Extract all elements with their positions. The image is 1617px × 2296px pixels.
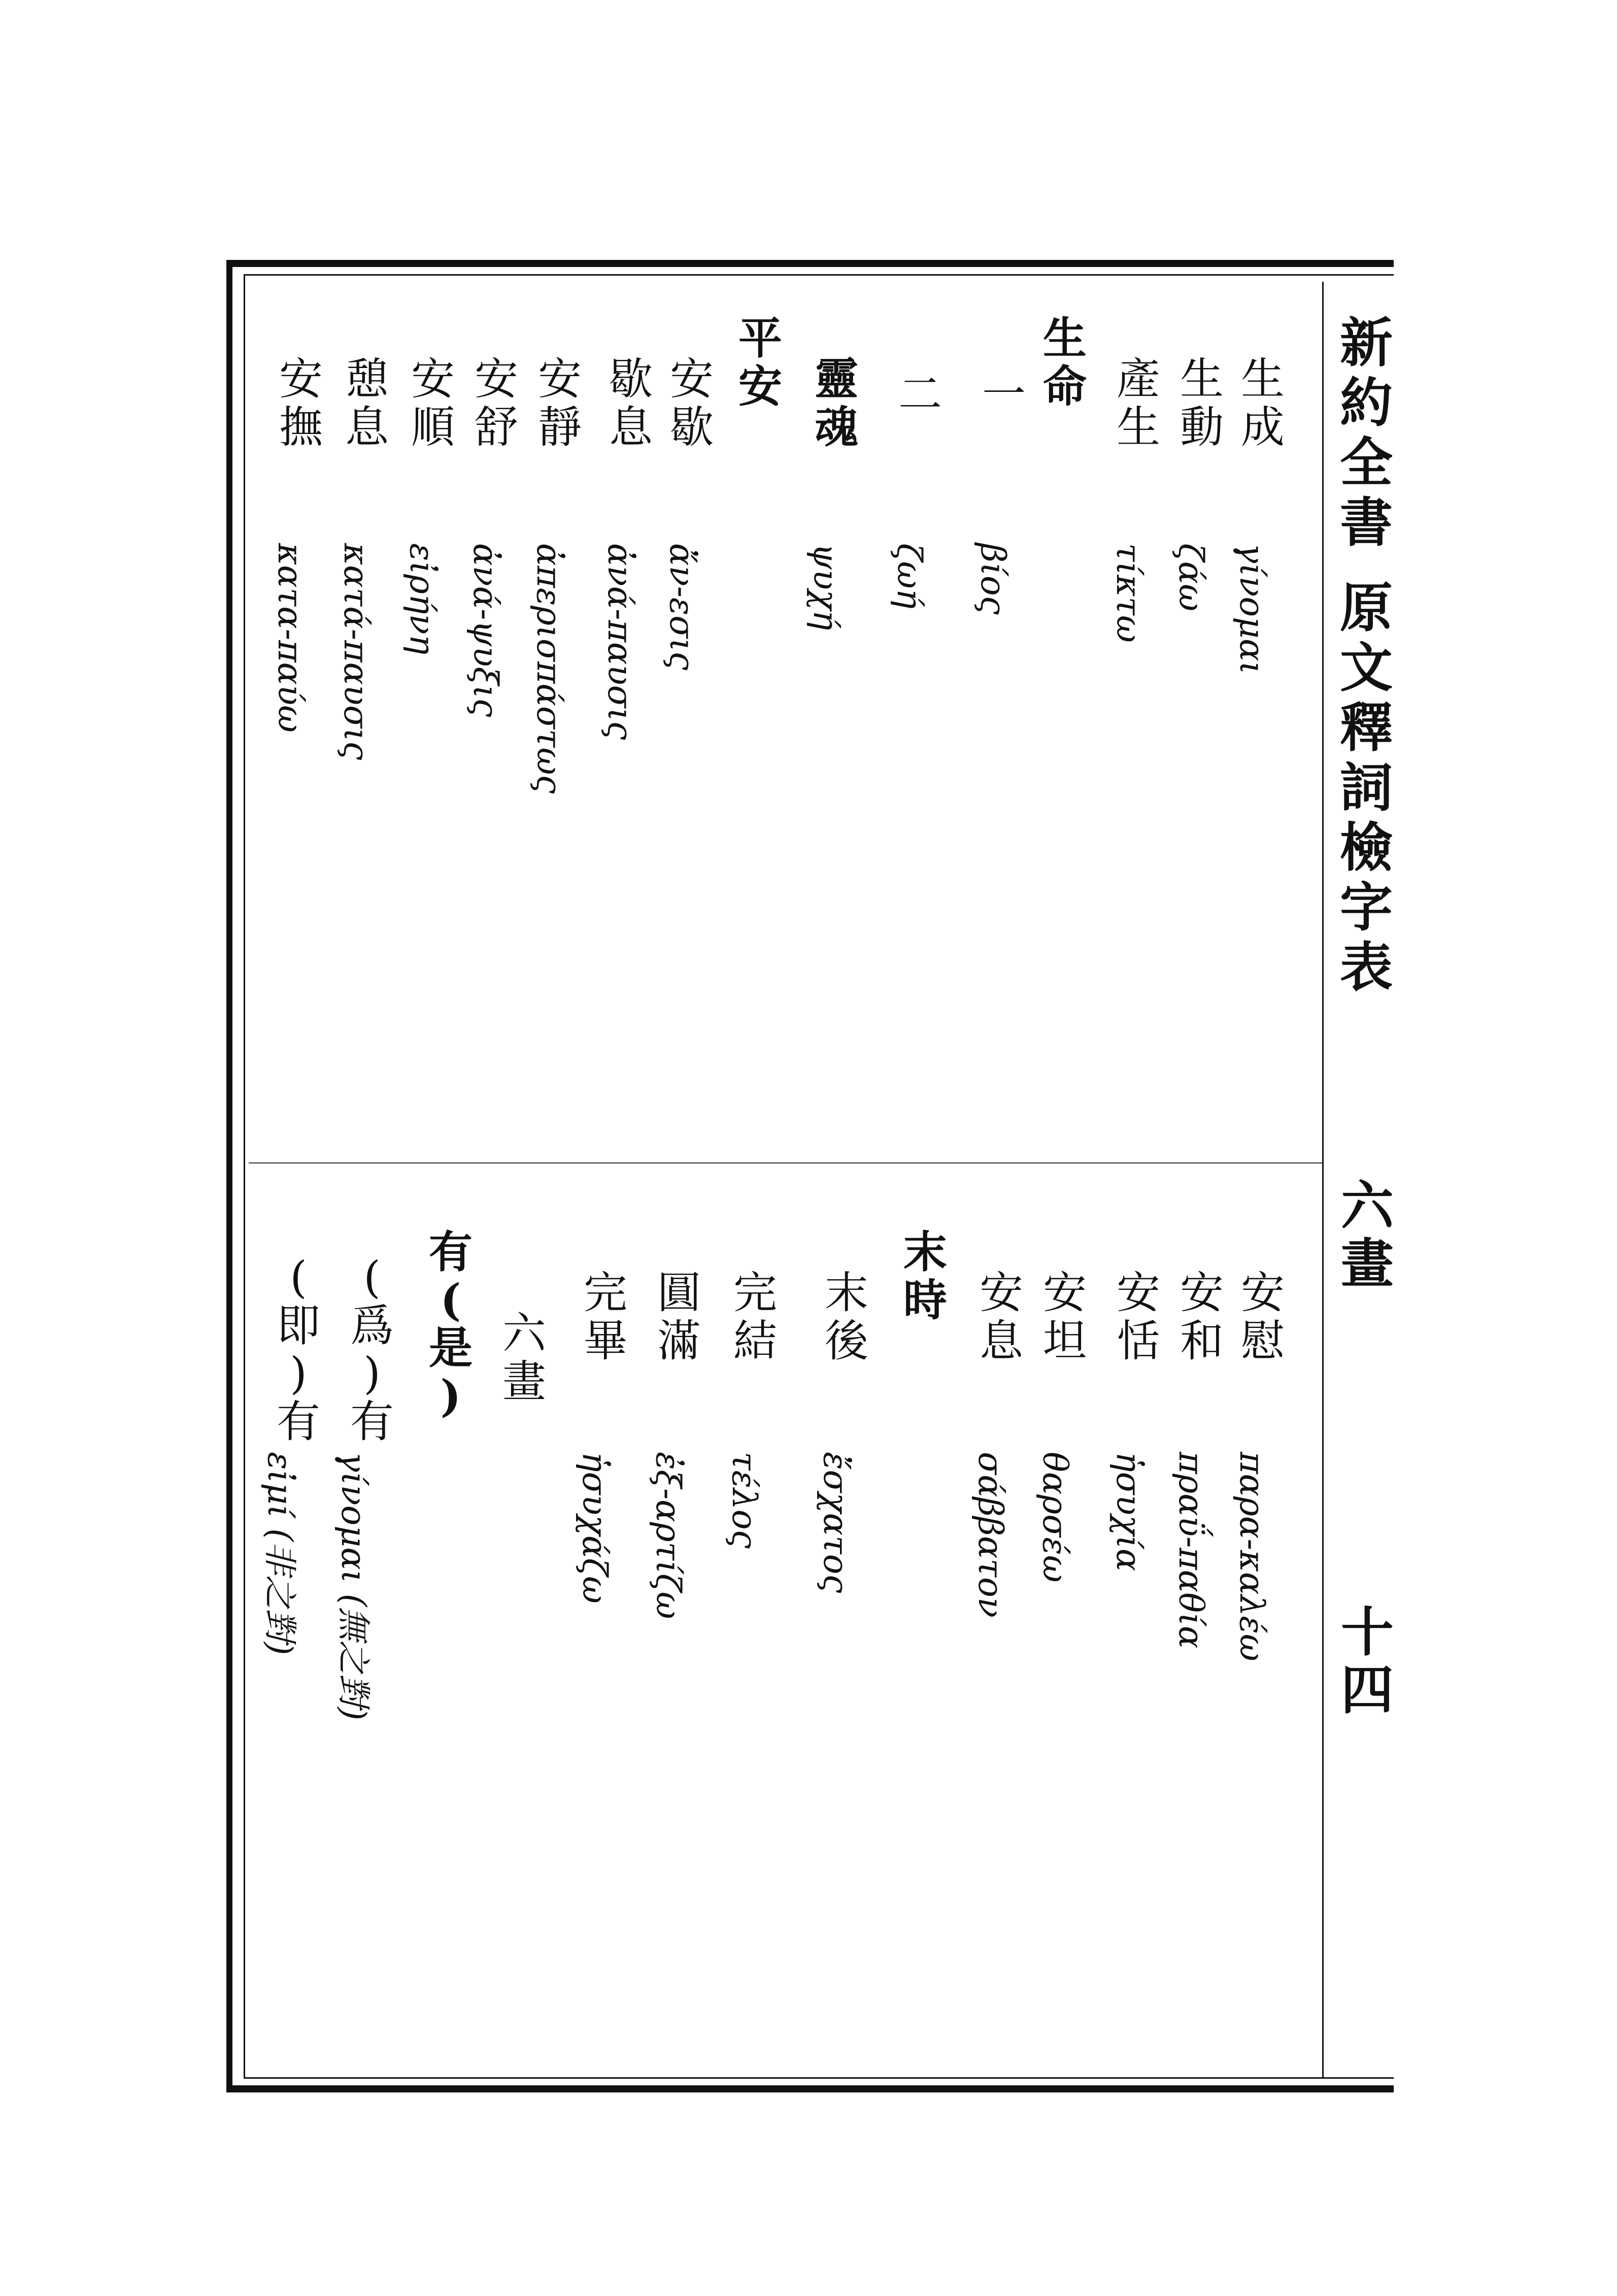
glyph: 畢 xyxy=(584,1315,627,1367)
entry-term xyxy=(815,355,858,451)
section-heading xyxy=(903,1228,947,1324)
glyph: 有 xyxy=(429,1226,473,1278)
glyph: 完 xyxy=(584,1268,627,1318)
glyph: 即 xyxy=(277,1300,320,1351)
entry-greek: ἄν-εσις xyxy=(662,543,701,671)
glyph: 安 xyxy=(538,354,582,405)
entry-term xyxy=(1180,355,1224,451)
glyph: 靈 xyxy=(815,353,858,405)
section-divider-rule xyxy=(249,1162,1322,1163)
glyph: 爲 xyxy=(350,1300,394,1351)
entry-term xyxy=(825,1269,868,1365)
entry-term xyxy=(475,355,518,451)
entry-term xyxy=(345,355,389,451)
entry-greek: ἀπερισπάστως xyxy=(529,543,568,794)
glyph: 安 xyxy=(1241,1268,1285,1318)
glyph: 安 xyxy=(980,1268,1023,1318)
glyph: 安 xyxy=(670,354,714,405)
glyph: 息 xyxy=(345,402,389,453)
entry-term xyxy=(1043,1269,1087,1365)
glyph: 圓 xyxy=(657,1268,701,1318)
glyph: 生 xyxy=(1117,402,1160,453)
entry-greek: ἐξ-αρτίζω xyxy=(649,1452,688,1619)
glyph: 平 xyxy=(738,313,782,364)
glyph: 後 xyxy=(825,1315,868,1367)
entry-greek: γίνομαι xyxy=(1232,543,1271,675)
entry-greek: εἰμί (非之對) xyxy=(260,1452,299,1655)
frame-inner-left-rule xyxy=(244,274,245,2079)
glyph: ( xyxy=(363,1252,381,1303)
glyph: 結 xyxy=(733,1315,777,1367)
entry-greek: ζωή xyxy=(890,543,929,609)
glyph: 末 xyxy=(825,1268,868,1318)
glyph: 安 xyxy=(1043,1268,1087,1318)
frame-outer-border xyxy=(226,260,1394,2092)
glyph: 撫 xyxy=(279,402,323,453)
entry-greek: παρα-καλέω xyxy=(1232,1452,1271,1661)
entry-greek: εἰρήνη xyxy=(402,543,442,655)
glyph: 一 xyxy=(982,369,1026,420)
glyph: 魂 xyxy=(815,401,858,453)
frame-inner-top-rule xyxy=(244,274,1394,276)
entry-greek: τέλος xyxy=(725,1452,764,1549)
glyph: 安 xyxy=(279,354,323,405)
entry-greek: ψυχή xyxy=(806,543,845,630)
sub-stroke-heading xyxy=(502,1310,546,1406)
entry-term xyxy=(277,1254,320,1446)
glyph: 安 xyxy=(1180,1268,1224,1318)
entry-greek: κατα-παύω xyxy=(271,543,310,733)
glyph: 生 xyxy=(1241,354,1285,405)
glyph: 歇 xyxy=(670,402,714,453)
glyph: 安 xyxy=(411,354,455,405)
glyph: 有 xyxy=(277,1396,320,1447)
entry-term xyxy=(538,355,582,451)
entry-term xyxy=(898,371,942,419)
glyph: 滿 xyxy=(657,1315,701,1367)
entry-greek: ἀνά-παυσις xyxy=(600,543,639,740)
entry-term xyxy=(1241,355,1285,451)
entry-greek: τίκτω xyxy=(1109,543,1148,643)
entry-term xyxy=(733,1269,777,1365)
stroke-count-heading: 六畫 xyxy=(1332,1178,1394,1293)
glyph: 息 xyxy=(980,1315,1023,1367)
entry-greek: ἡσυχία xyxy=(1109,1452,1148,1572)
entry-term xyxy=(1241,1269,1285,1365)
glyph: 有 xyxy=(350,1396,394,1447)
entry-term xyxy=(1180,1269,1224,1365)
page-number: 十四 xyxy=(1332,1604,1394,1720)
entry-greek: πραΰ-παθία xyxy=(1171,1452,1210,1649)
entry-greek: ἀνά-ψυξις xyxy=(466,543,505,717)
glyph: 慰 xyxy=(1241,1315,1285,1367)
glyph: 生 xyxy=(1180,354,1224,405)
entry-term xyxy=(982,371,1026,419)
entry-greek: γίνομαι (無之對) xyxy=(334,1452,373,1720)
entry-term xyxy=(1117,1269,1160,1365)
glyph: 六 xyxy=(502,1308,546,1359)
glyph: ) xyxy=(440,1370,461,1422)
entry-greek: θαρσέω xyxy=(1035,1452,1074,1583)
glyph: ) xyxy=(363,1348,381,1400)
entry-term xyxy=(670,355,714,451)
entry-greek: ζάω xyxy=(1171,543,1210,612)
glyph: 坦 xyxy=(1043,1315,1087,1367)
glyph: 靜 xyxy=(538,402,582,453)
glyph: 歇 xyxy=(609,354,653,405)
glyph: 成 xyxy=(1241,402,1285,453)
glyph: 是 xyxy=(429,1322,473,1374)
glyph: 生 xyxy=(1043,313,1087,364)
entry-greek: ἡσυχάζω xyxy=(575,1452,614,1604)
entry-term xyxy=(411,355,455,451)
entry-greek: ἔσχατος xyxy=(816,1452,855,1593)
glyph: 舒 xyxy=(475,402,518,453)
entry-term xyxy=(279,355,323,451)
glyph: 順 xyxy=(411,402,455,453)
glyph: 安 xyxy=(1117,1268,1160,1318)
glyph: 安 xyxy=(475,354,518,405)
glyph: 時 xyxy=(903,1274,947,1326)
glyph: 恬 xyxy=(1117,1315,1160,1367)
glyph: 憩 xyxy=(345,354,389,405)
glyph: 產 xyxy=(1117,354,1160,405)
glyph: 畫 xyxy=(502,1356,546,1407)
entry-term xyxy=(1117,355,1160,451)
entry-term xyxy=(584,1269,627,1365)
running-title: 新約全書 原文釋詞檢字表 xyxy=(1331,315,1393,1000)
glyph: ( xyxy=(440,1274,461,1326)
glyph: 末 xyxy=(903,1226,947,1278)
entry-greek: κατά-παυσις xyxy=(336,543,376,760)
glyph: 安 xyxy=(738,360,782,412)
entry-greek: βίος xyxy=(973,543,1013,615)
glyph: 息 xyxy=(609,402,653,453)
glyph: 和 xyxy=(1180,1315,1224,1367)
glyph: 完 xyxy=(733,1268,777,1318)
glyph: ( xyxy=(290,1252,307,1303)
section-heading xyxy=(429,1228,473,1420)
frame-inner-bottom-rule xyxy=(244,2077,1394,2079)
glyph: 命 xyxy=(1043,360,1087,412)
glyph: 動 xyxy=(1180,402,1224,453)
section-heading xyxy=(738,315,782,411)
entry-term xyxy=(657,1269,701,1365)
glyph: ) xyxy=(290,1348,307,1400)
entry-term xyxy=(350,1254,394,1446)
entry-term xyxy=(609,355,653,451)
entry-greek: σάββατον xyxy=(971,1452,1010,1618)
section-heading xyxy=(1043,315,1087,411)
glyph: 二 xyxy=(898,369,942,420)
entry-term xyxy=(980,1269,1023,1365)
